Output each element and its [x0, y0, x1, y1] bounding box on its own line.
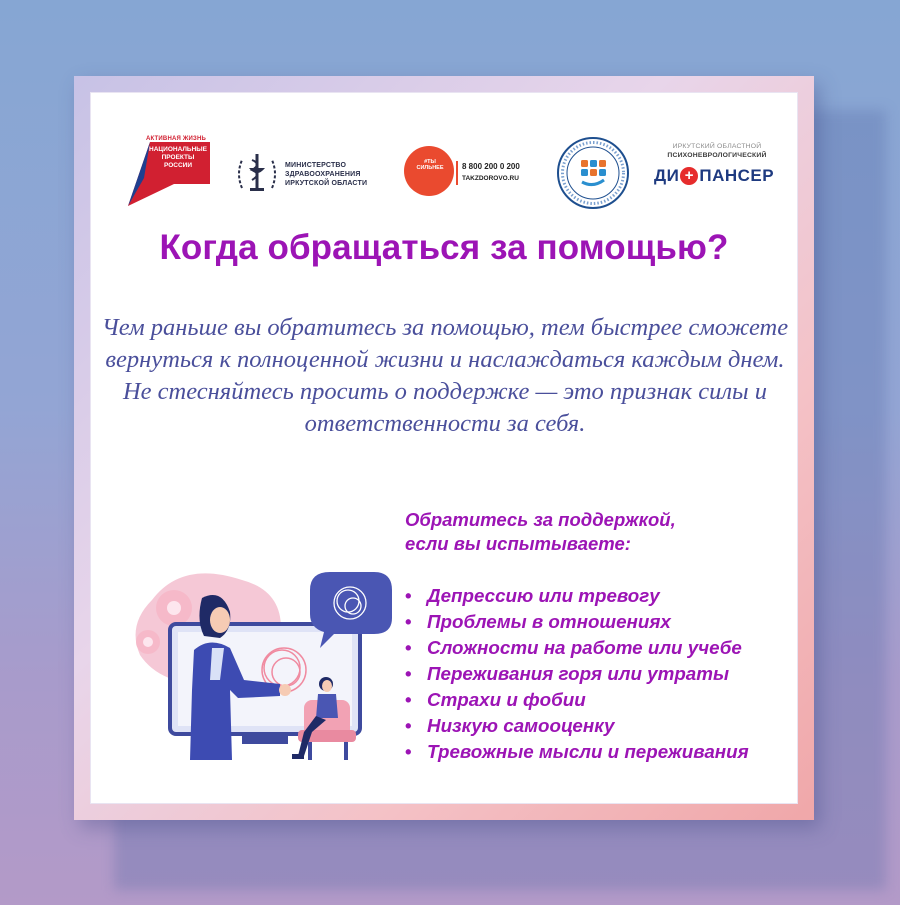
takzdorovo-divider: [456, 161, 458, 185]
bullet-icon: •: [405, 741, 412, 762]
red-cross-plus-icon: +: [680, 167, 698, 185]
page-title: Когда обращаться за помощью?: [159, 228, 729, 267]
national-projects-small-text: АКТИВНАЯ ЖИЗНЬ: [146, 136, 207, 142]
ministry-text: [285, 161, 367, 188]
list-item: [405, 635, 805, 661]
bullet-icon: •: [405, 611, 412, 632]
list-item: [405, 739, 805, 765]
dispensary-subtitle: [652, 142, 782, 160]
online-psychologist-consultation-illustration: [112, 560, 402, 770]
symptom-list: [405, 583, 805, 765]
bowl-of-hygieia-emblem-icon: [232, 148, 282, 198]
support-heading-line-1: Обратитесь за поддержкой,: [405, 509, 676, 530]
dispensary-name: [654, 166, 774, 186]
regional-health-center-seal-icon: [556, 136, 630, 210]
list-item: [405, 583, 805, 609]
support-heading: [405, 508, 795, 556]
ministry-line-1: МИНИСТЕРСТВО: [285, 162, 347, 169]
list-item-text: Тревожные мысли и переживания: [427, 741, 749, 762]
dispensary-line-1: ИРКУТСКИЙ ОБЛАСТНОЙ: [672, 143, 762, 150]
national-projects-text: НАЦИОНАЛЬНЫЕ ПРОЕКТЫ РОССИИ: [149, 146, 207, 169]
dispensary-line-2: ПСИХОНЕВРОЛОГИЧЕСКИЙ: [667, 152, 767, 159]
list-item-text: Депрессию или тревогу: [427, 585, 660, 606]
list-item: [405, 687, 805, 713]
dispensary-name-start: ДИ: [654, 166, 680, 185]
list-item-text: Сложности на работе или учебе: [427, 637, 742, 658]
national-projects-flag-icon: [124, 132, 214, 208]
bullet-icon: •: [405, 637, 412, 658]
bullet-icon: •: [405, 585, 412, 606]
regional-health-center-seal: [556, 136, 630, 210]
bullet-icon: •: [405, 689, 412, 710]
list-item: [405, 609, 805, 635]
takzdorovo-site: TAKZDOROVO.RU: [462, 175, 519, 182]
list-item: [405, 713, 805, 739]
list-item-text: Страхи и фобии: [427, 689, 586, 710]
list-item: [405, 661, 805, 687]
list-item-text: Переживания горя или утраты: [427, 663, 729, 684]
bullet-icon: •: [405, 663, 412, 684]
bullet-icon: •: [405, 715, 412, 736]
intro-paragraph: Чем раньше вы обратитесь за помощью, тем быстрее сможете вернуться к полноценной жизни и наслаждаться каждым днем. Не стесняйтесь просить о поддержке — это признак силы и ответственности за себя.: [101, 314, 789, 437]
national-projects-logo: [124, 132, 214, 208]
takzdorovo-logo: [404, 146, 538, 196]
ministry-line-3: ИРКУТСКОЙ ОБЛАСТИ: [285, 180, 368, 187]
hotline-phone: 8 800 200 0 200: [462, 162, 520, 171]
support-heading-line-2: если вы испытываете:: [405, 533, 631, 554]
dispensary-name-end: ПАНСЕР: [699, 166, 775, 185]
dispensary-logo: [652, 140, 792, 198]
list-item-text: Низкую самооценку: [427, 715, 615, 736]
list-item-text: Проблемы в отношениях: [427, 611, 671, 632]
ministry-line-2: ЗДРАВООХРАНЕНИЯ: [285, 171, 361, 178]
takzdorovo-badge: [404, 146, 454, 196]
takzdorovo-badge-text: #ТЫ СИЛЬНЕЕ: [416, 159, 444, 171]
ministry-logo: [230, 148, 390, 198]
